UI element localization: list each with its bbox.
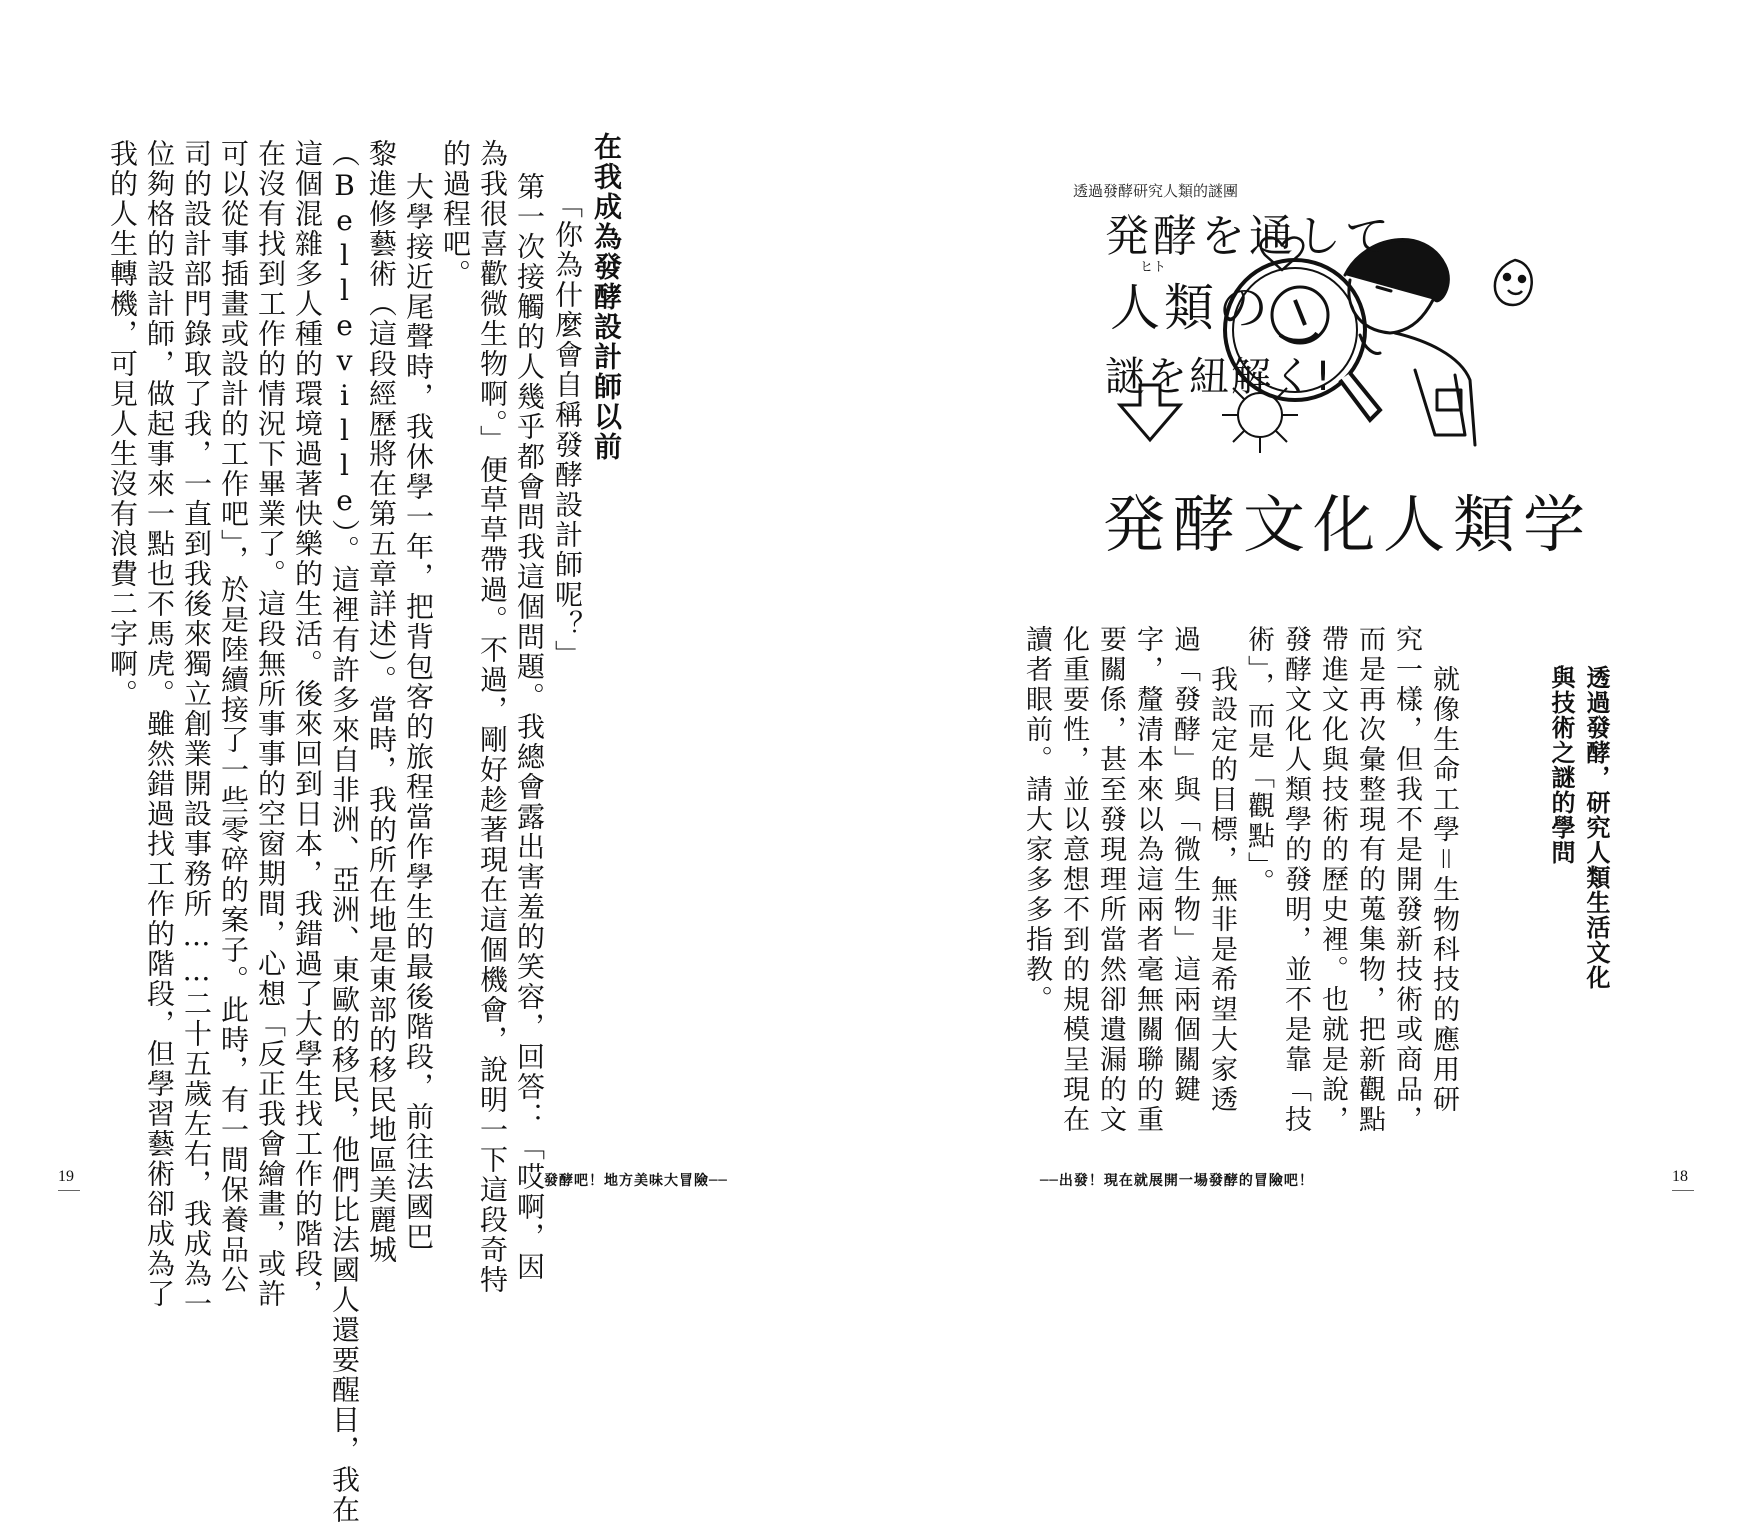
body-column: 「你為什麼會自稱發酵設計師呢？」 xyxy=(551,190,584,670)
body-column: 大學接近尾聲時，我休學一年，把背包客的旅程當作學生的最後階段，前往法國巴 xyxy=(402,172,435,1252)
body-column: （Belleville）。這裡有許多來自非洲、亞洲、東歐的移民，他們比法國人還要醒目，我在 xyxy=(328,139,361,1525)
body-column: 過「發酵」與「微生物」這兩個關鍵 xyxy=(1169,625,1200,1105)
body-column: 為我很喜歡微生物啊。」便草草帶過。不過，剛好趁著現在這個機會，說明一下這段奇特 xyxy=(476,139,509,1295)
illustration-ruby: ヒト xyxy=(1140,260,1167,275)
right-heading-line: 透過發酵，研究人類生活文化 xyxy=(1582,665,1610,990)
body-column: 要關係，甚至發現理所當然卻遺漏的文 xyxy=(1095,625,1126,1135)
body-column: 可以從事插畫或設計的工作吧」，於是陸續接了一些零碎的案子。此時，有一間保養品公 xyxy=(217,139,250,1295)
body-column: 術」，而是「觀點」。 xyxy=(1243,625,1274,898)
body-column: 帶進文化與技術的歷史裡。也就是說， xyxy=(1317,625,1348,1135)
body-column: 在沒有找到工作的情況下畢業了。這段無所事事的空窗期間，心想「反正我會繪畫，或許 xyxy=(254,139,287,1309)
body-column: 第一次接觸的人幾乎都會問我這個問題。我總會露出害羞的笑容，回答：「哎啊，因 xyxy=(513,172,546,1282)
body-column: 就像生命工學＝生物科技的應用研 xyxy=(1428,665,1459,1115)
body-column: 字，釐清本來以為這兩者毫無關聯的重 xyxy=(1132,625,1163,1135)
running-head: ──出發！現在就展開一場發酵的冒險吧！ xyxy=(1040,1173,1314,1189)
illustration-caption: 透過發酵研究人類的謎團 xyxy=(1073,182,1239,200)
body-column: 我的人生轉機，可見人生沒有浪費二字啊。 xyxy=(106,139,139,709)
illustration-hand-line: 謎を紐解く! xyxy=(1105,354,1334,400)
body-column: 的過程吧。 xyxy=(439,139,472,289)
running-head: 發酵吧！地方美味大冒險── xyxy=(544,1173,728,1189)
body-column: 究一樣，但我不是開發新技術或商品， xyxy=(1391,625,1422,1135)
page-number-rule xyxy=(58,1190,80,1191)
page-number: 18 xyxy=(1672,1168,1688,1185)
blob-face-icon xyxy=(1495,260,1532,305)
right-heading-line: 與技術之謎的學問 xyxy=(1547,665,1575,865)
body-column: 黎進修藝術（這段經歷將在第五章詳述）。當時，我的所在地是東部的移民地區美麗城 xyxy=(365,139,398,1265)
body-column: 而是再次彙整現有的蒐集物，把新觀點 xyxy=(1354,625,1385,1135)
body-column: 司的設計部門錄取了我，一直到我後來獨立創業開設事務所……二十五歲左右，我成為一 xyxy=(180,139,213,1319)
page-number: 19 xyxy=(58,1168,74,1185)
left-heading: 在我成為發酵設計師以前 xyxy=(590,132,623,462)
illustration-title: 発酵文化人類学 xyxy=(1103,488,1594,561)
illustration-hand-line: 人類の xyxy=(1110,279,1272,337)
body-column: 讀者眼前。請大家多多指教。 xyxy=(1021,625,1052,1015)
body-column: 我設定的目標，無非是希望大家透 xyxy=(1206,665,1237,1115)
page-number-rule xyxy=(1672,1190,1694,1191)
illustration-hand-line: 発酵を通して xyxy=(1105,211,1393,262)
body-column: 這個混雜多人種的環境過著快樂的生活。後來回到日本，我錯過了大學生找工作的階段， xyxy=(291,139,324,1309)
body-column: 發酵文化人類學的發明，並不是靠「技 xyxy=(1280,625,1311,1135)
body-column: 位夠格的設計師，做起事來一點也不馬虎。雖然錯過找工作的階段，但學習藝術卻成為了 xyxy=(143,139,176,1309)
body-column: 化重要性，並以意想不到的規模呈現在 xyxy=(1058,625,1089,1135)
